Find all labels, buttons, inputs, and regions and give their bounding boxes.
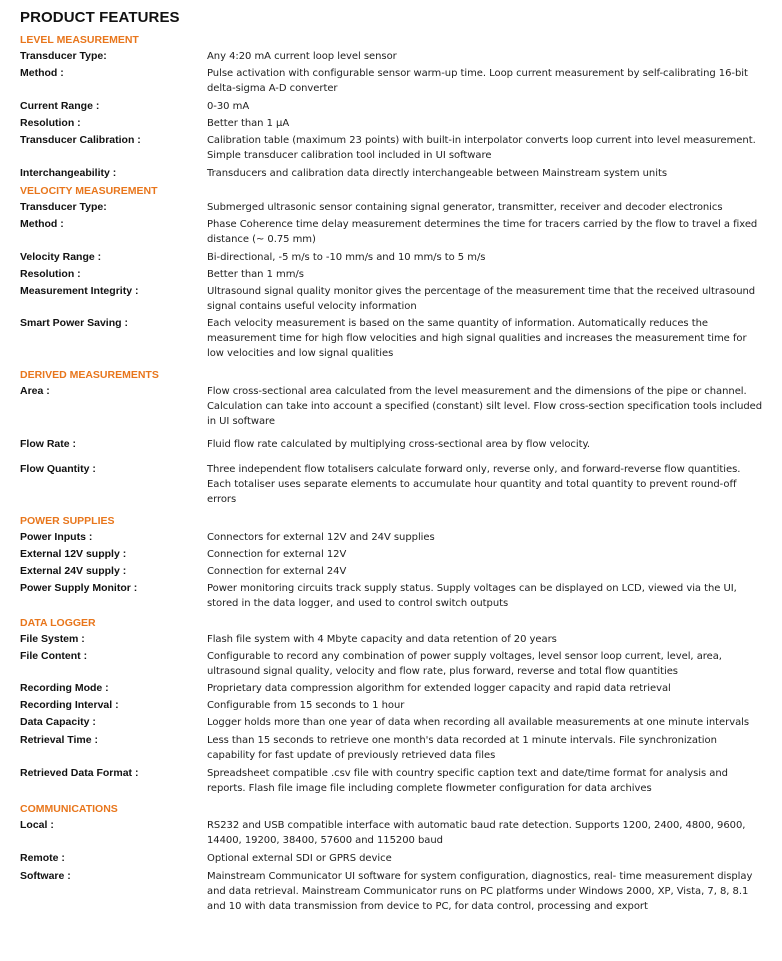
feature-row: [20, 869, 765, 914]
feature-value: Connection for external 24V: [207, 566, 347, 577]
feature-row: [20, 462, 765, 507]
feature-label: File System :: [20, 633, 85, 645]
feature-row: [20, 437, 765, 452]
feature-value: Spreadsheet compatible .csv file with country specific caption text and date/time format for analysis and reports. Flash file image file including complete flowmeter configuration for data archives: [207, 768, 728, 794]
feature-value: Less than 15 seconds to retrieve one month's data recorded at 1 minute intervals. File synchronization capability for fast update of previously retrieved data files: [207, 735, 717, 761]
feature-value: RS232 and USB compatible interface with automatic baud rate detection. Supports 1200, 2400, 4800, 9600, 14400, 19200, 38400, 57600 and 115200 baud: [207, 820, 746, 846]
feature-value: Bi-directional, -5 m/s to -10 mm/s and 10 mm/s to 5 m/s: [207, 252, 486, 263]
feature-value: Flash file system with 4 Mbyte capacity and data retention of 20 years: [207, 634, 557, 645]
feature-value: Connectors for external 12V and 24V supplies: [207, 532, 435, 543]
feature-row: [20, 284, 765, 314]
section-heading: COMMUNICATIONS: [20, 803, 118, 815]
feature-value: Transducers and calibration data directly interchangeable between Mainstream system units: [207, 168, 667, 179]
feature-value: Optional external SDI or GPRS device: [207, 853, 392, 864]
feature-row: [20, 166, 765, 181]
feature-label: Flow Rate :: [20, 438, 77, 450]
feature-label: Resolution :: [20, 117, 81, 129]
feature-row: [20, 649, 765, 679]
section-derived-measurements: [20, 367, 765, 507]
feature-row: [20, 530, 765, 545]
feature-label: Transducer Type:: [20, 201, 107, 213]
feature-value: Each velocity measurement is based on the same quantity of information. Automatically reduces the measurement time for high flow velocities and high signal qualities and increases the measurement time for low velocities and low signal qualities: [207, 318, 747, 359]
feature-label: Velocity Range :: [20, 251, 102, 263]
feature-row: [20, 99, 765, 114]
feature-label: Resolution :: [20, 268, 81, 280]
feature-row: [20, 200, 765, 215]
feature-label: Power Inputs :: [20, 531, 93, 543]
feature-row: [20, 384, 765, 429]
feature-value: Fluid flow rate calculated by multiplying cross-sectional area by flow velocity.: [207, 439, 591, 450]
feature-sections: [20, 32, 765, 914]
feature-row: [20, 66, 765, 96]
feature-label: Flow Quantity :: [20, 463, 96, 475]
feature-label: Transducer Type:: [20, 50, 107, 62]
feature-label: Area :: [20, 385, 50, 397]
feature-label: Remote :: [20, 852, 65, 864]
feature-label: Method :: [20, 67, 64, 79]
section-heading: DATA LOGGER: [20, 617, 96, 629]
feature-value: Submerged ultrasonic sensor containing signal generator, transmitter, receiver and decoder electronics: [207, 202, 723, 213]
feature-value: Three independent flow totalisers calculate forward only, reverse only, and forward-reverse flow quantities. Each totaliser uses separate elements to accumulate hour quantity and total quantity to prevent round-off errors: [207, 464, 741, 505]
feature-row: [20, 547, 765, 562]
section-heading: LEVEL MEASUREMENT: [20, 34, 139, 46]
feature-value: 0-30 mA: [207, 101, 250, 112]
section-level-measurement: [20, 32, 765, 181]
feature-label: Measurement Integrity :: [20, 285, 139, 297]
feature-value: Pulse activation with configurable sensor warm-up time. Loop current measurement by self-calibrating 16-bit delta-sigma A-D converter: [207, 68, 748, 94]
feature-row: [20, 250, 765, 265]
feature-value: Configurable to record any combination of power supply voltages, level sensor loop current, level, area, ultrasound signal quality, velocity and flow rate, plus forward, reverse and total flow quantities: [207, 651, 722, 677]
feature-label: Transducer Calibration :: [20, 134, 141, 146]
feature-label: Power Supply Monitor :: [20, 582, 138, 594]
feature-label: External 24V supply :: [20, 565, 127, 577]
feature-label: Method :: [20, 218, 64, 230]
feature-value: Configurable from 15 seconds to 1 hour: [207, 700, 405, 711]
feature-value: Phase Coherence time delay measurement determines the time for tracers carried by the flow to travel a fixed distance (~ 0.75 mm): [207, 219, 758, 245]
feature-label: Retrieval Time :: [20, 734, 99, 746]
feature-value: Logger holds more than one year of data when recording all available measurements at one minute intervals: [207, 717, 750, 728]
feature-label: Current Range :: [20, 100, 100, 112]
feature-label: Data Capacity :: [20, 716, 96, 728]
feature-value: Ultrasound signal quality monitor gives the percentage of the measurement time that the received ultrasound signal contains useful velocity information: [207, 286, 756, 312]
feature-label: Recording Interval :: [20, 699, 119, 711]
feature-value: Any 4:20 mA current loop level sensor: [207, 51, 397, 62]
feature-label: File Content :: [20, 650, 88, 662]
feature-row: [20, 733, 765, 763]
feature-row: [20, 49, 765, 64]
product-features-page: [20, 8, 765, 916]
feature-label: Local :: [20, 819, 54, 831]
section-heading: DERIVED MEASUREMENTS: [20, 369, 159, 381]
section-data-logger: [20, 615, 765, 796]
feature-row: [20, 316, 765, 361]
feature-value: Connection for external 12V: [207, 549, 347, 560]
section-heading: VELOCITY MEASUREMENT: [20, 185, 158, 197]
feature-value: Power monitoring circuits track supply status. Supply voltages can be displayed on LCD, viewed via the UI, stored in the data logger, and used to control switch outputs: [207, 583, 737, 609]
feature-row: [20, 698, 765, 713]
feature-row: [20, 632, 765, 647]
feature-row: [20, 818, 765, 848]
feature-value: Better than 1 mm/s: [207, 269, 304, 280]
section-communications: [20, 801, 765, 914]
feature-label: Recording Mode :: [20, 682, 109, 694]
feature-label: Software :: [20, 870, 71, 882]
feature-label: Interchangeability :: [20, 167, 117, 179]
feature-value: Better than 1 µA: [207, 118, 290, 129]
feature-row: [20, 133, 765, 163]
section-power-supplies: [20, 513, 765, 611]
feature-value: Flow cross-sectional area calculated from the level measurement and the dimensions of the pipe or channel. Calculation can take into account a specified (constant) silt level. Flow cross-section specification tools included in UI software: [207, 386, 763, 427]
section-velocity-measurement: [20, 183, 765, 361]
page-title: PRODUCT FEATURES: [20, 9, 180, 26]
feature-row: [20, 681, 765, 696]
section-heading: POWER SUPPLIES: [20, 515, 115, 527]
feature-row: [20, 581, 765, 611]
feature-row: [20, 851, 765, 866]
feature-value: Calibration table (maximum 23 points) with built-in interpolator converts loop current into level measurement. Simple transducer calibration tool included in UI software: [207, 135, 756, 161]
feature-value: Mainstream Communicator UI software for system configuration, diagnostics, real- time measurement display and data retrieval. Mainstream Communicator runs on PC platforms under Windows 2000, XP, Vista, 7, 8, 8.1 and 10 with data transmission from device to PC, for data control, processing and export: [207, 871, 753, 912]
feature-label: Smart Power Saving :: [20, 317, 128, 329]
feature-row: [20, 217, 765, 247]
feature-row: [20, 267, 765, 282]
feature-row: [20, 715, 765, 730]
feature-row: [20, 564, 765, 579]
feature-label: Retrieved Data Format :: [20, 767, 139, 779]
feature-value: Proprietary data compression algorithm for extended logger capacity and rapid data retrieval: [207, 683, 671, 694]
feature-row: [20, 766, 765, 796]
feature-label: External 12V supply :: [20, 548, 127, 560]
feature-row: [20, 116, 765, 131]
